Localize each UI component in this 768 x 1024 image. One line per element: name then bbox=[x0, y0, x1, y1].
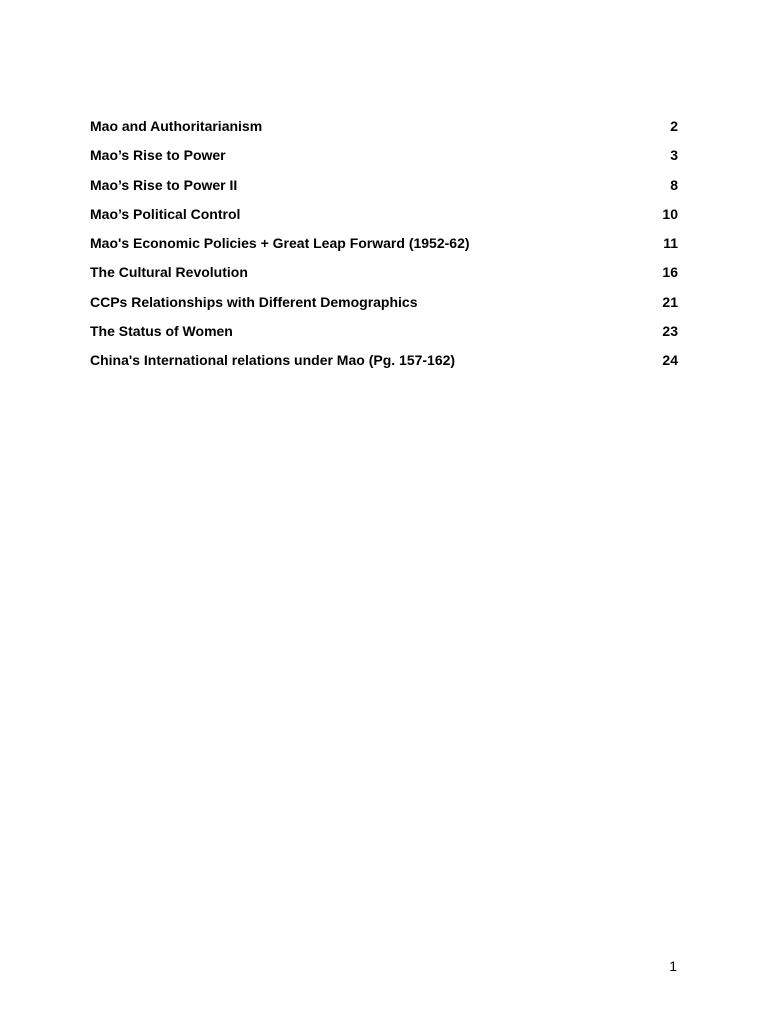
toc-entry[interactable] bbox=[90, 173, 678, 202]
toc-entry-page: 11 bbox=[663, 235, 678, 252]
toc-entry[interactable] bbox=[90, 348, 678, 377]
toc-entry-title: CCPs Relationships with Different Demographics bbox=[90, 293, 418, 310]
toc-entry[interactable] bbox=[90, 114, 678, 143]
toc-entry-page: 23 bbox=[662, 323, 678, 340]
toc-entry-page: 24 bbox=[662, 352, 678, 369]
toc-entry-page: 3 bbox=[670, 147, 678, 164]
toc-entry[interactable] bbox=[90, 143, 678, 172]
toc-entry[interactable] bbox=[90, 202, 678, 231]
toc-entry-page: 10 bbox=[662, 205, 678, 222]
toc-entry[interactable] bbox=[90, 319, 678, 348]
toc-entry[interactable] bbox=[90, 231, 678, 260]
toc-entry[interactable] bbox=[90, 290, 678, 319]
toc-entry-page: 2 bbox=[670, 118, 678, 134]
toc-entry-title: Mao's Economic Policies + Great Leap Forward (1952-62) bbox=[90, 235, 470, 252]
toc-entry-page: 21 bbox=[662, 293, 678, 310]
table-of-contents bbox=[90, 114, 678, 378]
toc-entry-page: 8 bbox=[670, 176, 678, 193]
toc-entry-title: Mao and Authoritarianism bbox=[90, 118, 263, 134]
toc-entry-title: Mao’s Rise to Power II bbox=[90, 176, 238, 193]
toc-entry-title: China's International relations under Mao (Pg. 157-162) bbox=[90, 352, 456, 369]
page-number: 1 bbox=[669, 958, 677, 974]
toc-entry[interactable] bbox=[90, 260, 678, 289]
toc-entry-title: The Status of Women bbox=[90, 323, 233, 340]
toc-entry-title: Mao’s Political Control bbox=[90, 205, 241, 222]
toc-entry-page: 16 bbox=[662, 264, 678, 281]
toc-entry-title: The Cultural Revolution bbox=[90, 264, 248, 281]
toc-entry-title: Mao’s Rise to Power bbox=[90, 147, 226, 164]
